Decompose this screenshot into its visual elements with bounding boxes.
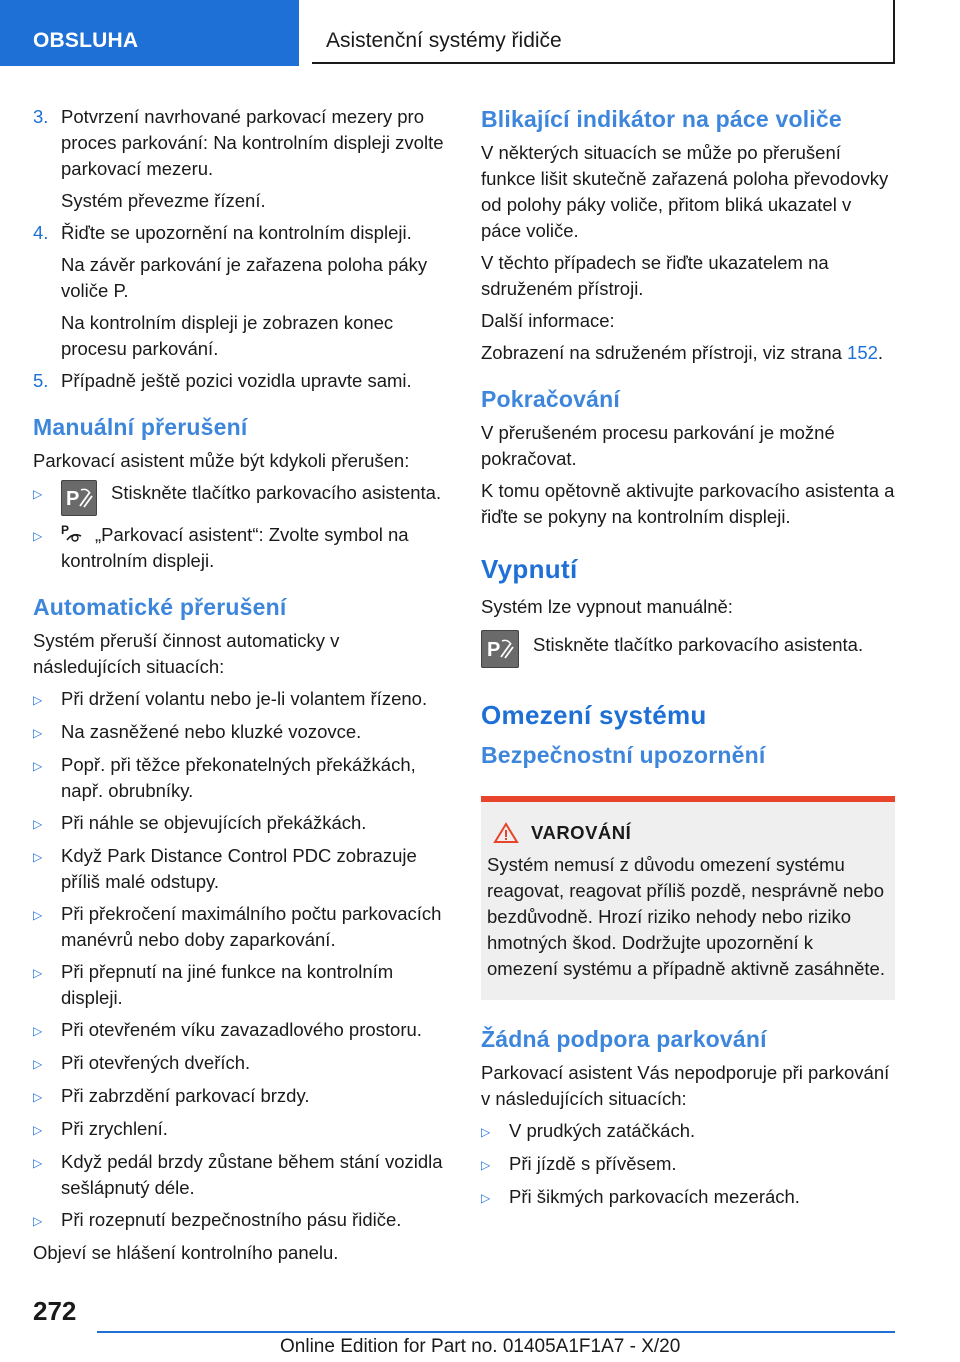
manual-intro: Parkovací asistent může být kdykoli přerušen: (33, 450, 410, 471)
manual-item-symbol: ▷ P „Parkovací asistent“: Zvolte symbol na kontrolním displeji. (33, 522, 449, 574)
step-3-note: Systém převezme řízení. (61, 190, 266, 211)
svg-text:P: P (66, 488, 80, 510)
warning-triangle-icon (493, 822, 519, 844)
list-item: ▷ Při šikmých parkovacích mezerách. (481, 1184, 895, 1211)
list-item: ▷ Na zasněžené nebo kluzké vozovce. (33, 719, 449, 746)
bullet-triangle-icon: ▷ (33, 1057, 43, 1071)
heading-switch-off: Vypnutí (481, 554, 578, 584)
heading-resume: Pokračování (481, 386, 620, 412)
bullet-triangle-icon: ▷ (33, 759, 43, 773)
list-item: ▷ Při náhle se objevujících překážkách. (33, 810, 449, 837)
page-number: 272 (33, 1296, 77, 1326)
list-item: ▷ Při držení volantu nebo je-li volantem řízeno. (33, 686, 449, 713)
blink-p3: Další informace: (481, 310, 615, 331)
parking-assistant-button-icon (481, 630, 519, 668)
bullet-triangle-icon: ▷ (33, 1123, 43, 1137)
bullet-triangle-icon: ▷ (33, 529, 43, 543)
list-item: ▷ V prudkých zatáčkách. (481, 1118, 895, 1145)
svg-text:P: P (61, 523, 70, 537)
parking-assistant-button-icon (61, 480, 97, 516)
bullet-triangle-icon: ▷ (481, 1158, 491, 1172)
bullet-triangle-icon: ▷ (481, 1125, 491, 1139)
list-item: ▷ Při zabrzdění parkovací brzdy. (33, 1083, 449, 1110)
left-column (33, 104, 449, 1272)
svg-text:P: P (487, 639, 501, 661)
footer-divider (97, 1331, 895, 1333)
list-item: ▷ Při otevřených dveřích. (33, 1050, 449, 1077)
step-4-note-2: Na kontrolním displeji je zobrazen konec procesu parkování. (61, 312, 394, 359)
heading-auto-interrupt: Automatické přerušení (33, 594, 287, 620)
bullet-triangle-icon: ▷ (33, 817, 43, 831)
right-column (481, 104, 895, 1217)
auto-intro: Systém přeruší činnost automaticky v následujících situacích: (33, 630, 340, 677)
list-item: ▷ Když Park Distance Control PDC zobrazuje příliš malé odstupy. (33, 843, 449, 895)
bullet-triangle-icon: ▷ (33, 850, 43, 864)
heading-system-limits: Omezení systému (481, 700, 707, 730)
list-item: ▷ Při rozepnutí bezpečnostního pásu řidiče. (33, 1207, 449, 1234)
bullet-triangle-icon: ▷ (33, 1090, 43, 1104)
edition-text: Online Edition for Part no. 01405A1F1A7 - X/20 (280, 1336, 681, 1357)
nosupport-intro: Parkovací asistent Vás nepodporuje při parkování v následujících situacích: (481, 1062, 890, 1109)
step-4: 4. Řiďte se upozornění na kontrolním displeji. (33, 222, 412, 243)
heading-safety-notes: Bezpečnostní upozornění (481, 742, 766, 768)
warning-title: VAROVÁNÍ (493, 822, 887, 844)
bullet-triangle-icon: ▷ (33, 1024, 43, 1038)
off-p1: Systém lze vypnout manuálně: (481, 596, 733, 617)
bullet-triangle-icon: ▷ (33, 487, 43, 501)
bullet-triangle-icon: ▷ (33, 693, 43, 707)
blink-p2: V těchto případech se řiďte ukazatelem na sdruženém přístroji. (481, 252, 829, 299)
page-header (0, 0, 960, 66)
bullet-triangle-icon: ▷ (33, 726, 43, 740)
warning-text: Systém nemusí z důvodu omezení systému reagovat, reagovat příliš pozdě, nesprávně nebo bezdůvodně. Hrozí riziko nehody nebo riziko hmotných škod. Dodržujte upozornění k omezení systému a případně aktivně zasáhněte. (487, 854, 885, 979)
bullet-triangle-icon: ▷ (481, 1191, 491, 1205)
step-3: 3. Potvrzení navrhované parkovací mezery pro proces parkování: Na kontrolním displeji zvolte parkovací mezeru. (33, 106, 444, 179)
step-5: 5. Případně ještě pozici vozidla upravte sami. (33, 370, 412, 391)
section-label: OBSLUHA (0, 0, 299, 66)
list-item: ▷ Popř. při těžce překonatelných překážkách, např. obrubníky. (33, 752, 449, 804)
manual-item-button: ▷ P Stiskněte tlačítko parkovacího asistenta. (33, 480, 449, 516)
resume-p1: V přerušeném procesu parkování je možné pokračovat. (481, 422, 835, 469)
heading-blinking-indicator: Blikající indikátor na páce voliče (481, 106, 842, 132)
step-4-note-1: Na závěr parkování je zařazena poloha páky voliče P. (61, 254, 428, 301)
list-item: ▷ Při otevřeném víku zavazadlového prostoru. (33, 1017, 449, 1044)
list-item: ▷ Při zrychlení. (33, 1116, 449, 1143)
warning-box (481, 796, 895, 1000)
list-item: ▷ Při jízdě s přívěsem. (481, 1151, 895, 1178)
list-item: ▷ Když pedál brzdy zůstane během stání vozidla sešlápnutý déle. (33, 1149, 449, 1201)
parking-symbol-icon (61, 522, 87, 548)
heading-no-support: Žádná podpora parkování (481, 1026, 767, 1052)
blink-p4: Zobrazení na sdruženém přístroji, viz strana 152. (481, 342, 884, 363)
bullet-triangle-icon: ▷ (33, 966, 43, 980)
page-reference-link[interactable]: 152 (847, 342, 878, 363)
resume-p2: K tomu opětovně aktivujte parkovacího asistenta a řiďte se pokyny na kontrolním displeji. (481, 480, 895, 527)
off-instruction: P Stiskněte tlačítko parkovacího asistenta. (481, 630, 895, 668)
list-item: ▷ Při přepnutí na jiné funkce na kontrolním displeji. (33, 959, 449, 1011)
bullet-triangle-icon: ▷ (33, 908, 43, 922)
heading-manual-interrupt: Manuální přerušení (33, 414, 248, 440)
bullet-triangle-icon: ▷ (33, 1214, 43, 1228)
chapter-title: Asistenční systémy řidiče (312, 0, 895, 64)
bullet-triangle-icon: ▷ (33, 1156, 43, 1170)
auto-outro: Objeví se hlášení kontrolního panelu. (33, 1242, 339, 1263)
list-item: ▷ Při překročení maximálního počtu parkovacích manévrů nebo doby zaparkování. (33, 901, 449, 953)
blink-p1: V některých situacích se může po přerušení funkce lišit skutečně zařazená poloha převodovky od polohy páky voliče, přitom bliká ukazatel v páce voliče. (481, 142, 889, 241)
